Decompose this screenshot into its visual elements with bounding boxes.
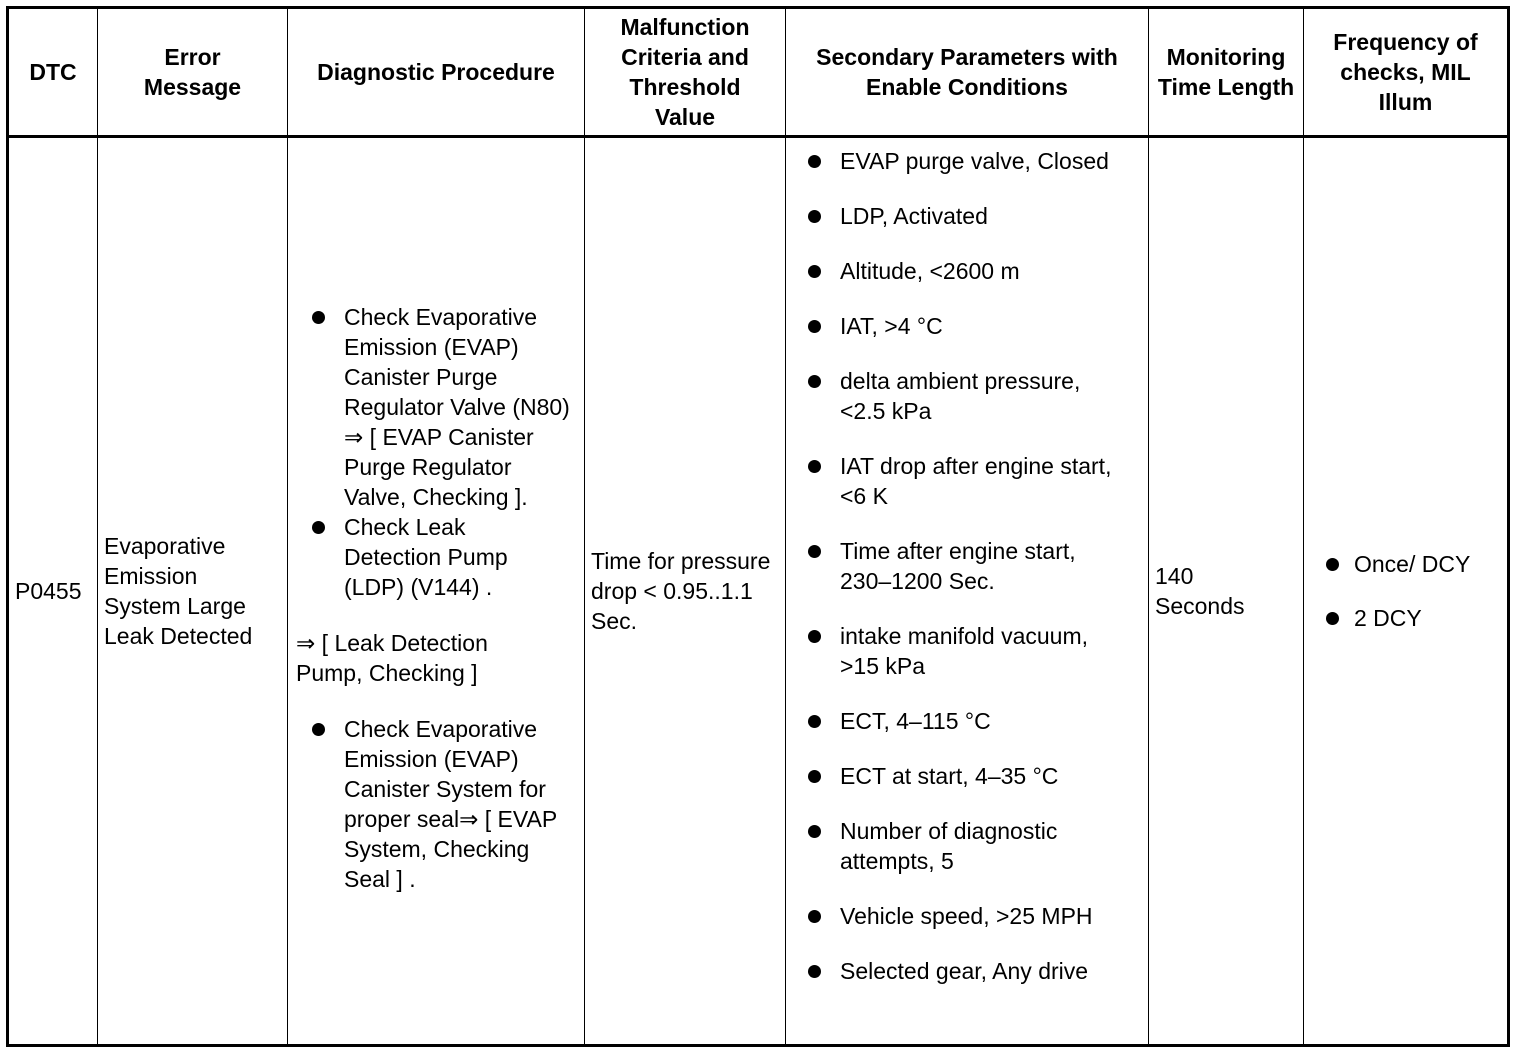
list-item: Selected gear, Any drive (786, 956, 1142, 986)
cell-malfunction-criteria: Time for pressure drop < 0.95..1.1 Sec. (585, 137, 786, 1046)
list-item: Vehicle speed, >25 MPH (786, 901, 1142, 931)
list-item: LDP, Activated (786, 201, 1142, 231)
list-item: ECT, 4–115 °C (786, 706, 1142, 736)
cell-frequency (1304, 137, 1509, 1046)
procedure-item: Check Leak Detection Pump (LDP) (V144) . (294, 512, 580, 602)
dtc-table (6, 6, 1510, 1047)
cell-error-message: Evaporative Emission System Large Leak Detected (98, 137, 288, 1046)
cell-diagnostic-procedure (288, 137, 585, 1046)
list-item: EVAP purge valve, Closed (786, 146, 1142, 176)
header-monitoring-time: Monitoring Time Length (1149, 8, 1304, 137)
procedure-plain-text: ⇒ [ Leak Detection Pump, Checking ] (296, 630, 488, 686)
header-secondary-parameters: Secondary Parameters with Enable Conditions (786, 8, 1149, 137)
cell-dtc: P0455 (8, 137, 98, 1046)
list-item: ECT at start, 4–35 °C (786, 761, 1142, 791)
header-row (8, 8, 1509, 137)
procedure-list-2 (294, 512, 580, 602)
procedure-item: Check Evaporative Emission (EVAP) Canister Purge Regulator Valve (N80) ⇒ [ EVAP Canister Purge Regulator Valve, Checking ]. (294, 302, 580, 512)
list-item: delta ambient pressure, <2.5 kPa (786, 366, 1142, 426)
cell-monitoring-time: 140 Seconds (1149, 137, 1304, 1046)
secondary-parameters-list (786, 146, 1142, 986)
list-item: IAT drop after engine start, <6 K (786, 451, 1142, 511)
list-item: 2 DCY (1304, 603, 1507, 633)
cell-secondary-parameters (786, 137, 1149, 1046)
header-dtc: DTC (8, 8, 98, 137)
header-malfunction-criteria: Malfunction Criteria and Threshold Value (585, 8, 786, 137)
header-frequency: Frequency of checks, MIL Illum (1304, 8, 1509, 137)
procedure-list-3 (294, 714, 580, 894)
list-item: intake manifold vacuum, >15 kPa (786, 621, 1142, 681)
frequency-list (1304, 549, 1507, 633)
procedure-item: Check Evaporative Emission (EVAP) Canister System for proper seal⇒ [ EVAP System, Checking Seal ] . (294, 714, 580, 894)
header-error-message: Error Message (98, 8, 288, 137)
header-diagnostic-procedure: Diagnostic Procedure (288, 8, 585, 137)
table-row (8, 137, 1509, 1046)
procedure-list-1 (294, 302, 580, 512)
list-item: Number of diagnostic attempts, 5 (786, 816, 1142, 876)
list-item: Altitude, <2600 m (786, 256, 1142, 286)
list-item: Time after engine start, 230–1200 Sec. (786, 536, 1142, 596)
list-item: Once/ DCY (1304, 549, 1507, 579)
list-item: IAT, >4 °C (786, 311, 1142, 341)
